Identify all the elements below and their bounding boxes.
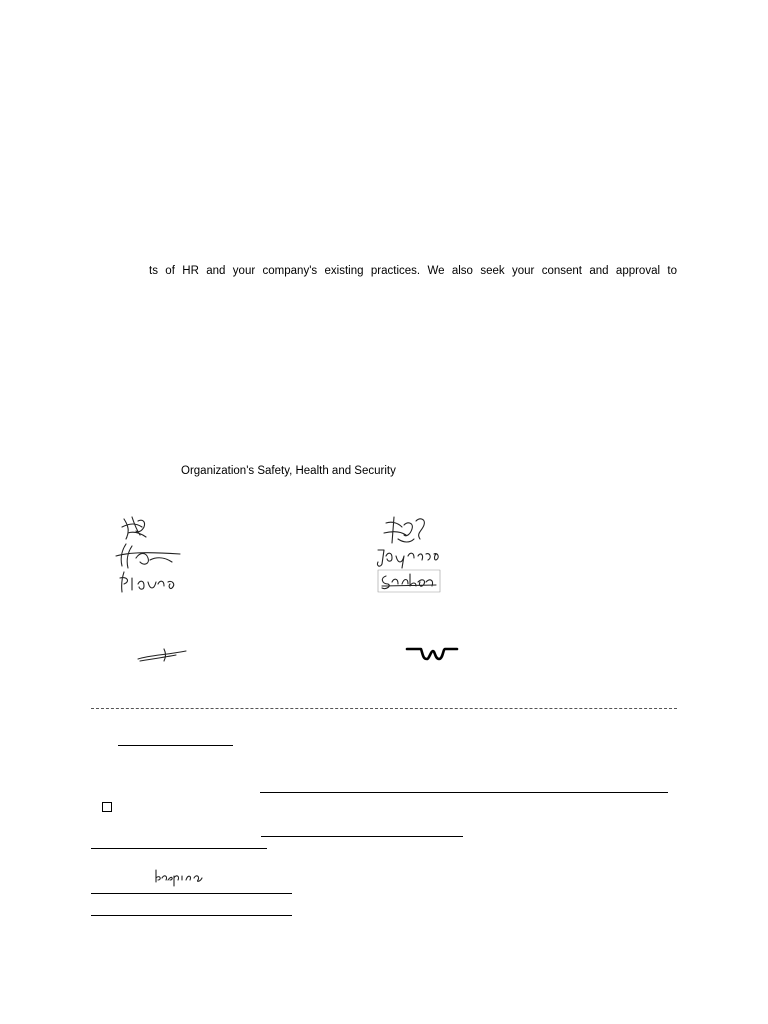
blank-line [91, 893, 292, 894]
signature-image [136, 645, 188, 665]
committee-name: Organization's Safety, Health and Security [181, 465, 396, 477]
signature-image [118, 515, 158, 541]
signature-image [378, 570, 440, 592]
signature-image [374, 546, 446, 568]
blank-line [91, 915, 292, 916]
signature-image [118, 570, 180, 594]
signature-image [110, 542, 185, 570]
blank-line [91, 848, 267, 849]
consent-checkbox[interactable] [102, 802, 112, 812]
signature-image [380, 515, 435, 549]
letter-text-line: ts of HR and your company's existing practices. We also seek your consent and approval to [149, 265, 677, 277]
blank-line [261, 836, 463, 837]
section-divider [91, 708, 677, 709]
blank-line [118, 745, 233, 746]
signature-image [152, 868, 204, 886]
blank-line [260, 792, 668, 793]
signature-image [405, 643, 459, 663]
